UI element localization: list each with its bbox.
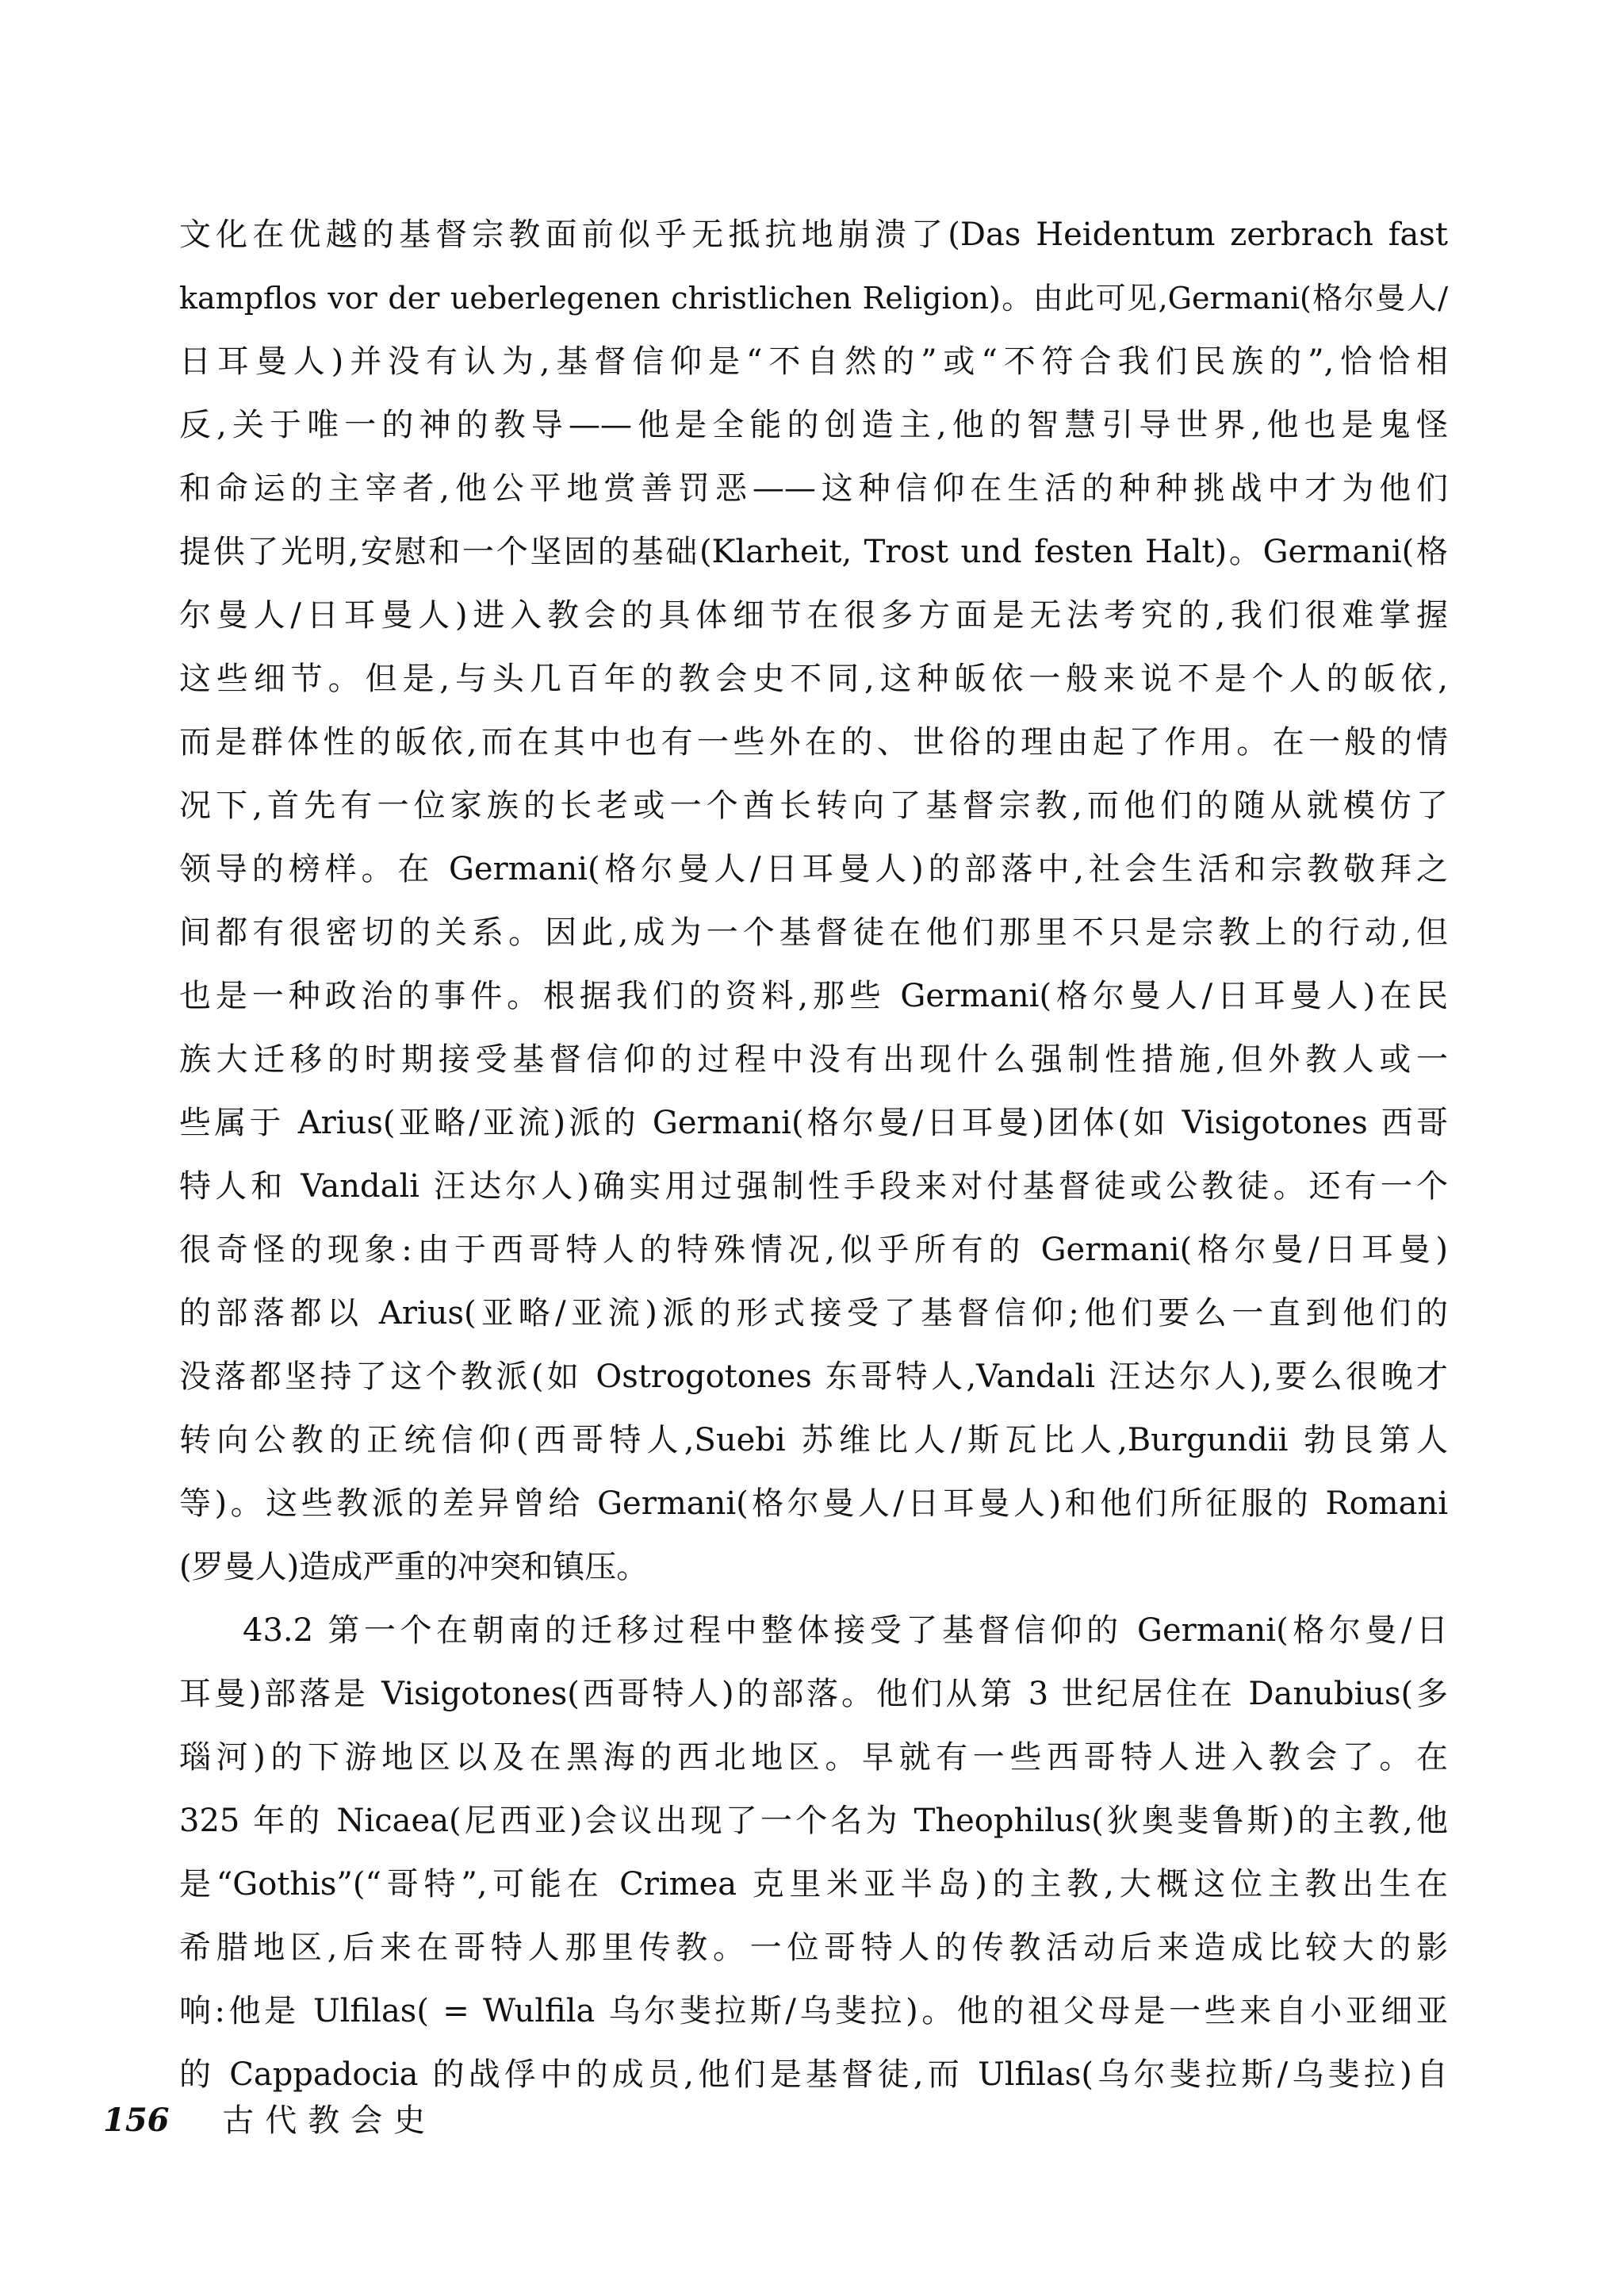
section-first-line: 43.2 第一个在朝南的迁移过程中整体接受了基督信仰的 Germani(格尔曼/日 xyxy=(243,1612,1448,1649)
text-line: 领导的榜样。在 Germani(格尔曼人/日耳曼人)的部落中,社会生活和宗教敬拜之 xyxy=(179,851,1448,887)
page-number: 156 xyxy=(103,2102,170,2139)
text-line: 族大迁移的时期接受基督信仰的过程中没有出现什么强制性措施,但外教人或一 xyxy=(179,1041,1448,1078)
text-line: 325 年的 Nicaea(尼西亚)会议出现了一个名为 Theophilus(狄奥斐鲁斯)的主教,他 xyxy=(179,1803,1448,1839)
text-line: 提供了光明,安慰和一个坚固的基础(Klarheit, Trost und festen Halt)。Germani(格 xyxy=(179,534,1448,570)
text-line: 尔曼人/日耳曼人)进入教会的具体细节在很多方面是无法考究的,我们很难掌握 xyxy=(179,597,1448,634)
text-line: 是“Gothis”(“哥特”,可能在 Crimea 克里米亚半岛)的主教,大概这位主教出生在 xyxy=(179,1866,1448,1903)
text-line: 而是群体性的皈依,而在其中也有一些外在的、世俗的理由起了作用。在一般的情 xyxy=(179,724,1448,761)
text-line: 日耳曼人)并没有认为,基督信仰是“不自然的”或“不符合我们民族的”,恰恰相 xyxy=(179,343,1448,380)
text-line: 响:他是 Ulfilas( = Wulfila 乌尔斐拉斯/乌斐拉)。他的祖父母是一些来自小亚细亚 xyxy=(179,1993,1448,2029)
text-line: 等)。这些教派的差异曾给 Germani(格尔曼人/日耳曼人)和他们所征服的 Romani xyxy=(179,1485,1448,1522)
text-line: 没落都坚持了这个教派(如 Ostrogotones 东哥特人,Vandali 汪达尔人),要么很晚才 xyxy=(179,1359,1448,1395)
text-line: 的部落都以 Arius(亚略/亚流)派的形式接受了基督信仰;他们要么一直到他们的 xyxy=(179,1295,1448,1332)
text-line: 间都有很密切的关系。因此,成为一个基督徒在他们那里不只是宗教上的行动,但 xyxy=(179,914,1448,951)
text-line: 也是一种政治的事件。根据我们的资料,那些 Germani(格尔曼人/日耳曼人)在民 xyxy=(179,978,1448,1014)
text-line: 很奇怪的现象:由于西哥特人的特殊情况,似乎所有的 Germani(格尔曼/日耳曼) xyxy=(179,1232,1448,1268)
text-line: 况下,首先有一位家族的长老或一个酋长转向了基督宗教,而他们的随从就模仿了 xyxy=(179,788,1448,824)
text-line: 特人和 Vandali 汪达尔人)确实用过强制性手段来对付基督徒或公教徒。还有一个 xyxy=(179,1168,1448,1205)
body-text xyxy=(179,203,1448,2106)
text-line: 这些细节。但是,与头几百年的教会史不同,这种皈依一般来说不是个人的皈依, xyxy=(179,661,1448,697)
text-line: 些属于 Arius(亚略/亚流)派的 Germani(格尔曼/日耳曼)团体(如 Visigotones 西哥 xyxy=(179,1105,1448,1141)
text-line: 瑙河)的下游地区以及在黑海的西北地区。早就有一些西哥特人进入教会了。在 xyxy=(179,1739,1448,1776)
text-line: 转向公教的正统信仰(西哥特人,Suebi 苏维比人/斯瓦比人,Burgundii 勃艮第人 xyxy=(179,1422,1448,1458)
text-line: (罗曼人)造成严重的冲突和镇压。 xyxy=(179,1549,649,1585)
text-line: 反,关于唯一的神的教导——他是全能的创造主,他的智慧引导世界,他也是鬼怪 xyxy=(179,407,1448,443)
text-line: 耳曼)部落是 Visigotones(西哥特人)的部落。他们从第 3 世纪居住在 Danubius(多 xyxy=(179,1676,1448,1712)
text-line: 的 Cappadocia 的战俘中的成员,他们是基督徒,而 Ulfilas(乌尔斐拉斯/乌斐拉)自 xyxy=(179,2056,1448,2093)
text-line: 希腊地区,后来在哥特人那里传教。一位哥特人的传教活动后来造成比较大的影 xyxy=(179,1930,1448,1966)
text-line: kampflos vor der ueberlegenen christlichen Religion)。由此可见,Germani(格尔曼人/ xyxy=(179,281,1448,316)
page-footer xyxy=(103,2095,436,2140)
text-line: 和命运的主宰者,他公平地赏善罚恶——这种信仰在生活的种种挑战中才为他们 xyxy=(179,470,1448,507)
text-line: 文化在优越的基督宗教面前似乎无抵抗地崩溃了(Das Heidentum zerbrach fast xyxy=(179,217,1448,253)
running-title: 古代教会史 xyxy=(222,2102,437,2139)
